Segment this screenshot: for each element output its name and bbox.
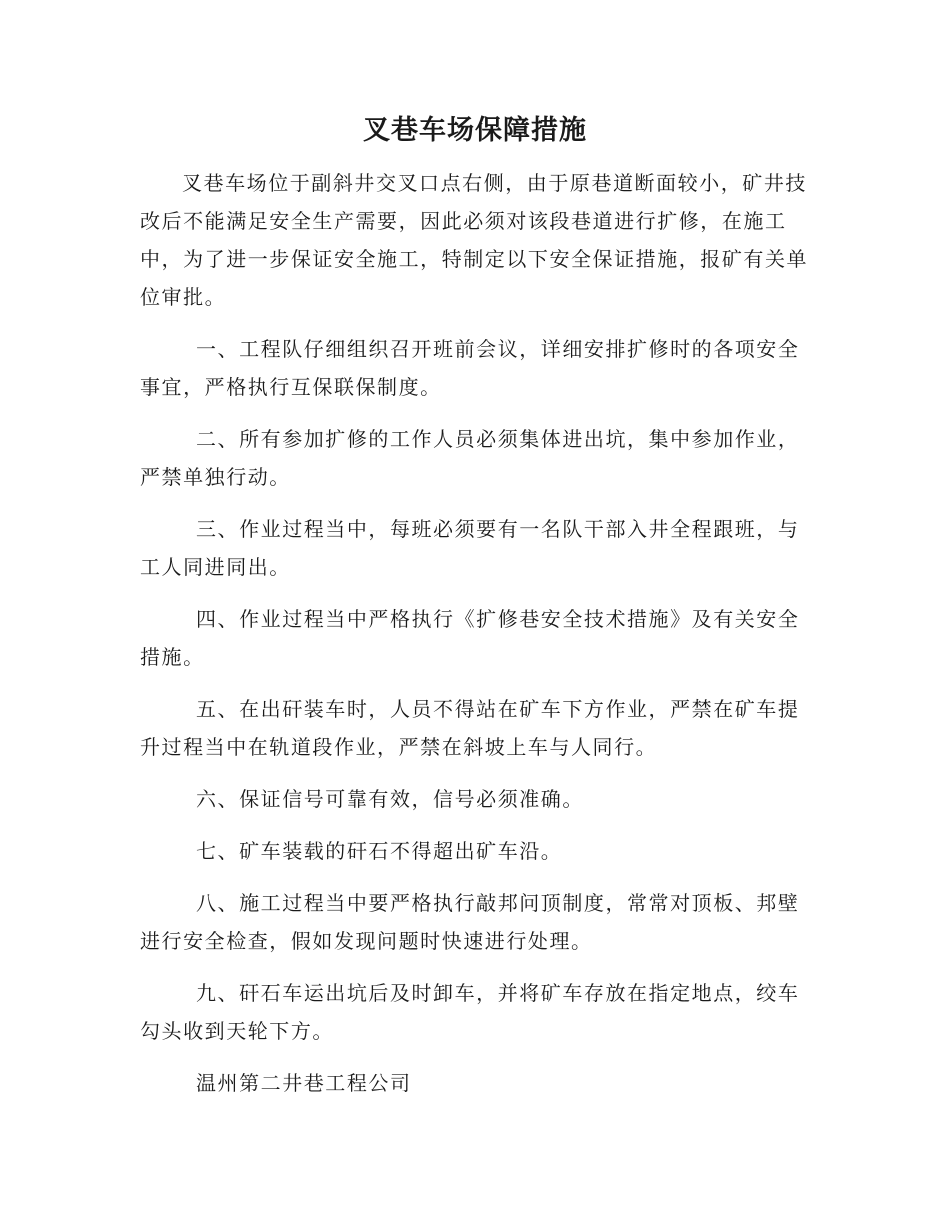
intro-paragraph: 叉巷车场位于副斜井交叉口点右侧，由于原巷道断面较小，矿井技改后不能满足安全生产需要，因此必须对该段巷道进行扩修，在施工中，为了进一步保证安全施工，特制定以下安全保证措施，报矿有关单位审批。 bbox=[140, 171, 809, 309]
measure-item-4: 四、作业过程当中严格执行《扩修巷安全技术措施》及有关安全措施。 bbox=[140, 607, 800, 669]
document-title: 叉巷车场保障措施 bbox=[363, 115, 587, 146]
measure-item-3: 三、作业过程当中，每班必须要有一名队干部入井全程跟班，与工人同进同出。 bbox=[140, 517, 800, 579]
measure-item-8: 八、施工过程当中要严格执行敲邦问顶制度，常常对顶板、邦壁进行安全检查，假如发现问题时快速进行处理。 bbox=[140, 891, 800, 953]
measure-item-6: 六、保证信号可靠有效，信号必须准确。 bbox=[196, 787, 584, 811]
measure-item-7: 七、矿车装载的矸石不得超出矿车沿。 bbox=[196, 839, 563, 863]
measure-item-9: 九、矸石车运出坑后及时卸车，并将矿车存放在指定地点，绞车勾头收到天轮下方。 bbox=[140, 981, 800, 1043]
measure-item-2: 二、所有参加扩修的工作人员必须集体进出坑，集中参加作业，严禁单独行动。 bbox=[140, 427, 800, 489]
company-signature: 温州第二井巷工程公司 bbox=[196, 1071, 412, 1095]
document-body bbox=[140, 164, 810, 1102]
measure-item-5: 五、在出矸装车时，人员不得站在矿车下方作业，严禁在矿车提升过程当中在轨道段作业，严禁在斜坡上车与人同行。 bbox=[140, 697, 800, 759]
measure-item-1: 一、工程队仔细组织召开班前会议，详细安排扩修时的各项安全事宜，严格执行互保联保制度。 bbox=[140, 337, 800, 399]
